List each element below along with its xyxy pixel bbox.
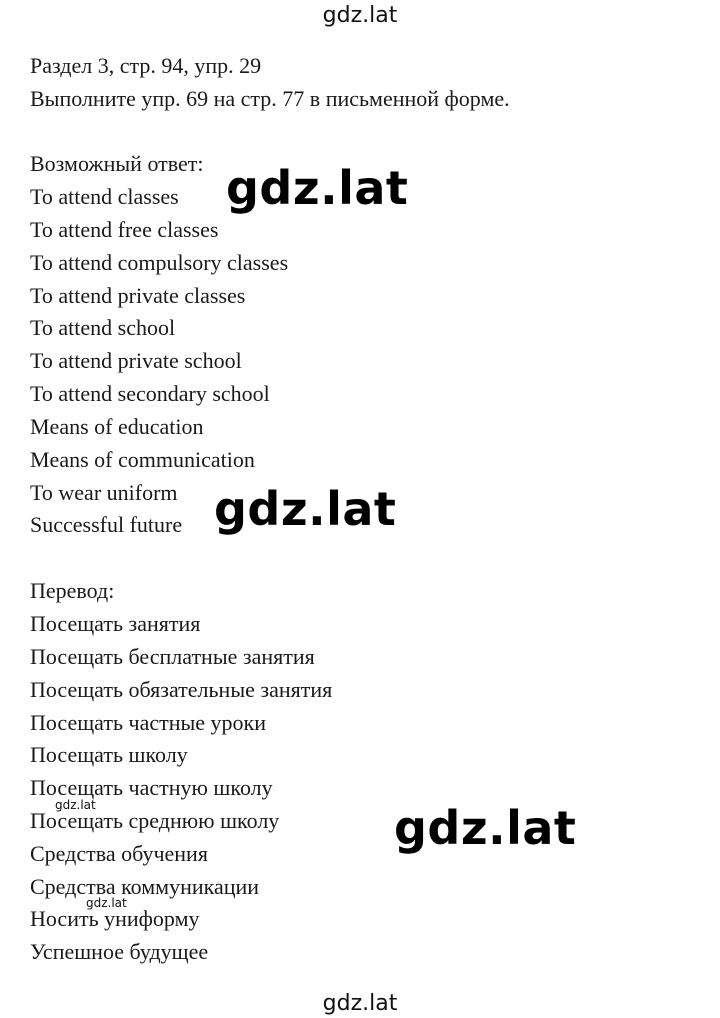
translation-item: Посещать частную школу bbox=[30, 775, 273, 800]
translation-item: Посещать частные уроки bbox=[30, 710, 267, 735]
watermark-bottom: gdz.lat bbox=[322, 991, 398, 1016]
answer-item: To attend school bbox=[30, 315, 176, 340]
answer-item: To attend compulsory classes bbox=[30, 250, 289, 275]
answer-item: Successful future bbox=[30, 512, 183, 537]
answer-item: Means of communication bbox=[30, 447, 255, 472]
answer-item: To attend free classes bbox=[30, 217, 219, 242]
translation-item: Средства обучения bbox=[30, 841, 208, 866]
translation-item: Посещать школу bbox=[30, 742, 188, 767]
answer-item: To wear uniform bbox=[30, 480, 178, 505]
translation-item: Успешное будущее bbox=[30, 939, 209, 964]
answer-item: To attend secondary school bbox=[30, 381, 270, 406]
watermark-small: gdz.lat bbox=[86, 896, 127, 910]
watermark-large: gdz.lat bbox=[394, 801, 577, 855]
translation-item: Посещать обязательные занятия bbox=[30, 677, 333, 702]
answer-label: Возможный ответ: bbox=[30, 151, 204, 176]
translation-item: Средства коммуникации bbox=[30, 874, 260, 899]
answer-item: To attend private school bbox=[30, 348, 242, 373]
translation-item: Посещать занятия bbox=[30, 611, 201, 636]
translation-label: Перевод: bbox=[30, 578, 115, 603]
task-instruction: Выполните упр. 69 на стр. 77 в письменной форме. bbox=[30, 86, 510, 111]
answer-item: To attend classes bbox=[30, 184, 179, 209]
translation-item: Посещать бесплатные занятия bbox=[30, 644, 315, 669]
watermark-top: gdz.lat bbox=[322, 3, 398, 28]
answer-item: Means of education bbox=[30, 414, 204, 439]
watermark-large: gdz.lat bbox=[214, 482, 397, 536]
watermark-small: gdz.lat bbox=[55, 798, 96, 812]
answer-item: To attend private classes bbox=[30, 283, 246, 308]
watermark-large: gdz.lat bbox=[226, 161, 409, 215]
section-reference: Раздел 3, стр. 94, упр. 29 bbox=[30, 53, 262, 78]
translation-item: Посещать среднюю школу bbox=[30, 808, 280, 833]
translation-item: Носить униформу bbox=[30, 906, 200, 931]
